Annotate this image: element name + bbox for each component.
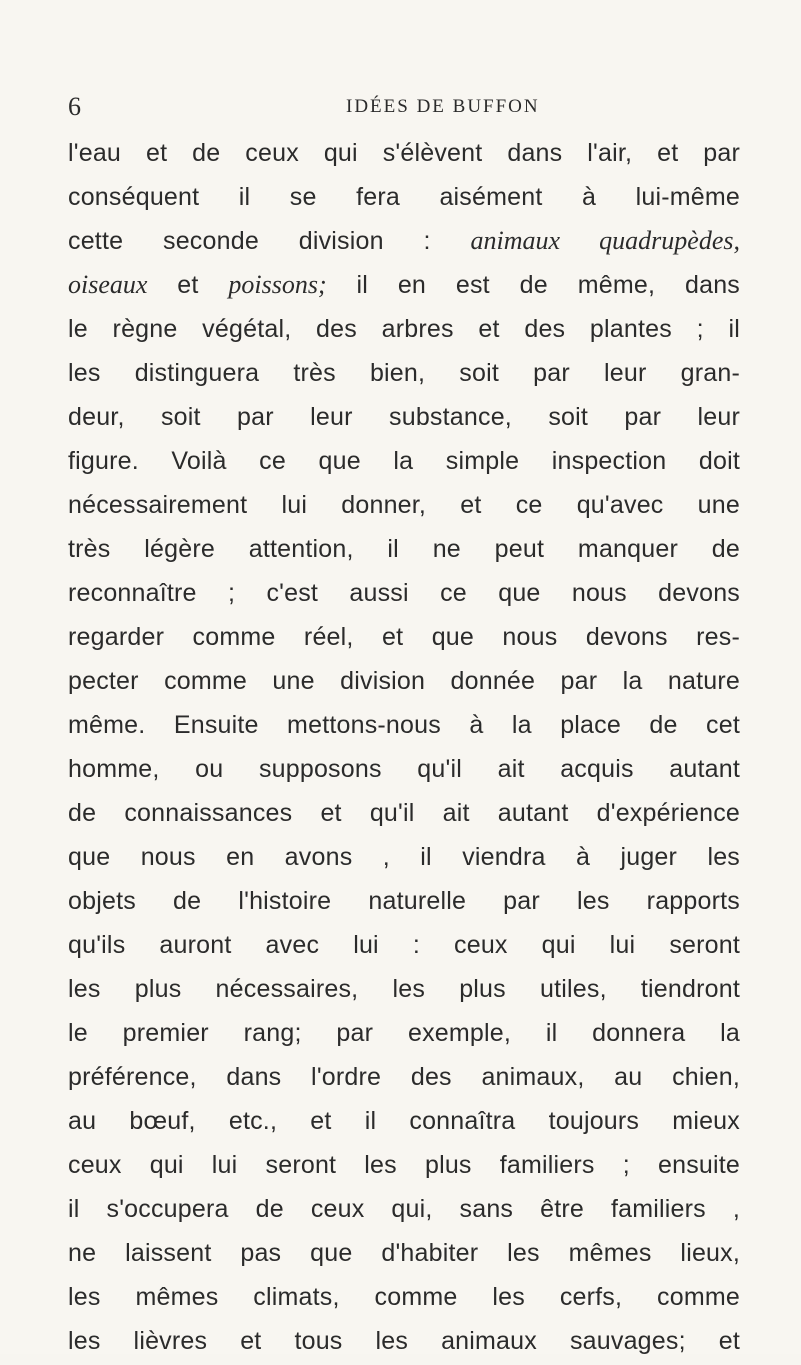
text-line <box>68 1233 740 1277</box>
page-number: 6 <box>68 92 81 121</box>
text-run: cette seconde division : <box>68 227 471 255</box>
text-run: les plus nécessaires, les plus utiles, tiendront <box>68 975 740 1003</box>
text-run: conséquent il se fera aisément à lui-même <box>68 183 740 211</box>
text-run: deur, soit par leur substance, soit par leur <box>68 403 740 431</box>
text-line <box>68 177 740 221</box>
text-line <box>68 1057 740 1101</box>
text-line <box>68 441 740 485</box>
text-line <box>68 881 740 925</box>
text-run: ne laissent pas que d'habiter les mêmes lieux, <box>68 1239 740 1267</box>
text-run: ceux qui lui seront les plus familiers ; ensuite <box>68 1151 740 1179</box>
text-line <box>68 1101 740 1145</box>
text-line <box>68 1013 740 1057</box>
text-line <box>68 1145 740 1189</box>
italic-text-run: animaux quadrupèdes, <box>470 226 741 255</box>
text-run: préférence, dans l'ordre des animaux, au chien, <box>68 1063 740 1091</box>
body-text <box>68 133 740 1365</box>
text-run: et <box>147 271 229 299</box>
text-run: reconnaître ; c'est aussi ce que nous devons <box>68 579 740 607</box>
text-run: les mêmes climats, comme les cerfs, comme <box>68 1283 740 1311</box>
text-run: homme, ou supposons qu'il ait acquis autant <box>68 755 740 783</box>
text-run: les lièvres et tous les animaux sauvages; et <box>68 1327 740 1355</box>
text-run: nécessairement lui donner, et ce qu'avec une <box>68 491 740 519</box>
text-line <box>68 529 740 573</box>
text-line <box>68 925 740 969</box>
text-line <box>68 969 740 1013</box>
text-run: de connaissances et qu'il ait autant d'expérience <box>68 799 740 827</box>
text-run: regarder comme réel, et que nous devons res- <box>68 623 740 651</box>
text-run: il en est de même, dans <box>326 271 740 299</box>
text-line <box>68 573 740 617</box>
text-line <box>68 1321 740 1365</box>
text-line <box>68 485 740 529</box>
text-run: objets de l'histoire naturelle par les rapports <box>68 887 740 915</box>
italic-text-run: poissons; <box>228 270 327 299</box>
running-title: IDÉES DE BUFFON <box>346 96 540 117</box>
text-run: le règne végétal, des arbres et des plantes ; il <box>68 315 740 343</box>
text-line <box>68 661 740 705</box>
text-run: figure. Voilà ce que la simple inspection doit <box>68 447 740 475</box>
text-line <box>68 1189 740 1233</box>
text-line <box>68 793 740 837</box>
text-run: le premier rang; par exemple, il donnera la <box>68 1019 740 1047</box>
text-line <box>68 705 740 749</box>
text-line <box>68 1277 740 1321</box>
page-header <box>0 92 801 122</box>
text-run: qu'ils auront avec lui : ceux qui lui seront <box>68 931 740 959</box>
text-line <box>68 309 740 353</box>
text-line <box>68 749 740 793</box>
text-run: il s'occupera de ceux qui, sans être familiers , <box>68 1195 740 1223</box>
text-line <box>68 617 740 661</box>
text-line <box>68 837 740 881</box>
text-run: l'eau et de ceux qui s'élèvent dans l'air, et par <box>68 139 740 167</box>
text-run: que nous en avons , il viendra à juger les <box>68 843 740 871</box>
text-line <box>68 221 740 265</box>
text-run: les distinguera très bien, soit par leur gran- <box>68 359 740 387</box>
text-line <box>68 353 740 397</box>
italic-text-run: oiseaux <box>68 270 148 299</box>
text-line <box>68 397 740 441</box>
text-line <box>68 133 740 177</box>
text-run: très légère attention, il ne peut manquer de <box>68 535 740 563</box>
text-run: au bœuf, etc., et il connaîtra toujours mieux <box>68 1107 740 1135</box>
text-line <box>68 265 740 309</box>
text-run: même. Ensuite mettons-nous à la place de cet <box>68 711 740 739</box>
text-run: pecter comme une division donnée par la nature <box>68 667 740 695</box>
